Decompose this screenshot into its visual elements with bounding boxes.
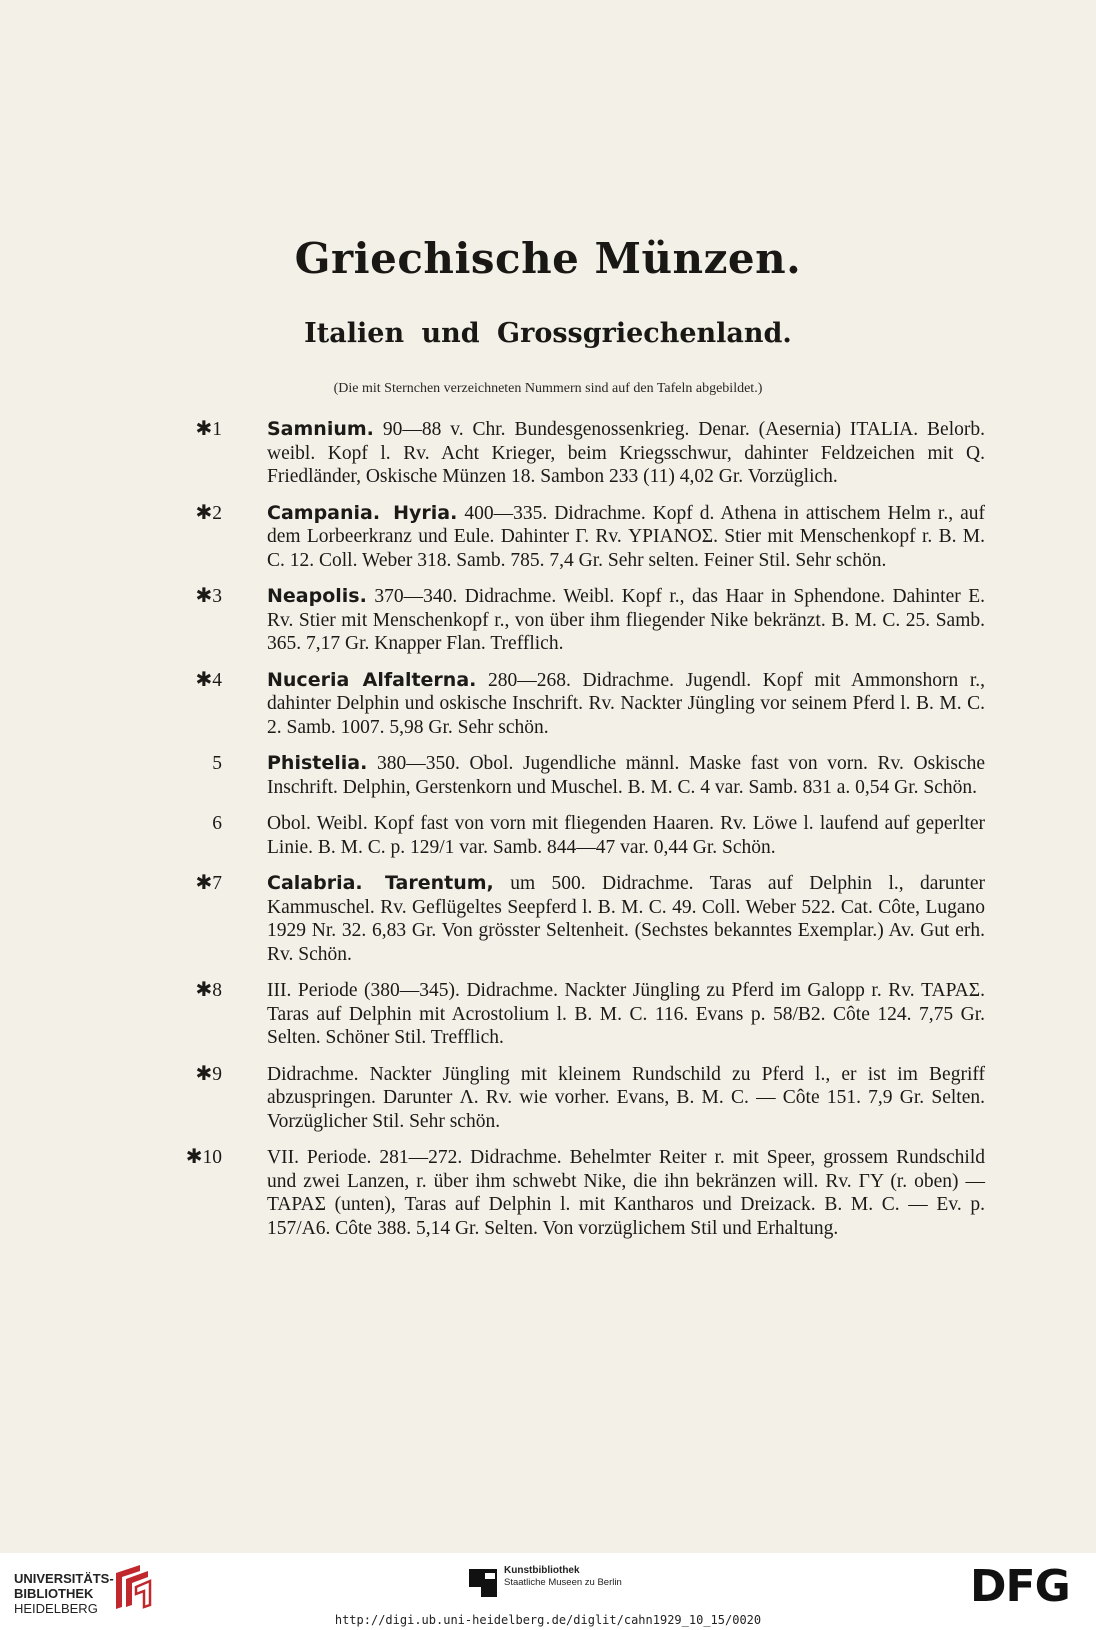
ub-line2: BIBLIOTHEK (14, 1586, 94, 1601)
entry-number (170, 1146, 222, 1170)
catalogue-entry (170, 752, 985, 799)
page-subtitle: Italien und Grossgriechenland. (304, 318, 792, 349)
entry-city: Hyria. (393, 501, 458, 524)
entry-number (170, 669, 222, 693)
entry-number (170, 1063, 222, 1087)
entry-number-value: 3 (212, 586, 222, 607)
entry-description: 90—88 v. Chr. Bundesgenossenkrieg. Denar. (Aesernia) ITALIA. Belorb. weibl. Kopf l. Rv. Acht Krieger, beim Kriegsschwur, dahinter Feldzeichen mit Q. Friedländer, Oskische Münzen 18. Sambon 233 (11) 4,02 Gr. Vorzüglich. (267, 419, 986, 487)
entry-number-value: 2 (212, 502, 222, 524)
kunstbibliothek-text (504, 1565, 622, 1589)
catalogue-entry (170, 669, 985, 740)
entry-number-value: 7 (212, 873, 222, 894)
asterisk-icon: ✱ (195, 1062, 213, 1085)
asterisk-note: (Die mit Sternchen verzeichneten Nummern sind auf den Tafeln abgebildet.) (333, 381, 763, 396)
entry-number-value: 10 (202, 1147, 222, 1168)
dfg-logo[interactable]: DFG (970, 1561, 1070, 1612)
entry-region: Samnium. (267, 418, 374, 440)
permalink-url[interactable]: http://digi.ub.uni-heidelberg.de/diglit/cahn1929_10_15/0020 (334, 1613, 762, 1627)
asterisk-icon: ✱ (195, 418, 213, 440)
catalogue-entry (170, 812, 985, 859)
catalogue-entry (170, 1146, 985, 1240)
entry-number-value: 5 (212, 753, 222, 774)
page-title: Griechische Münzen. (294, 234, 802, 283)
entry-number-value: 8 (212, 980, 222, 1001)
entry-number (170, 979, 222, 1003)
kb-line2: Staatliche Museen zu Berlin (504, 1577, 622, 1588)
catalogue-entry (170, 1063, 985, 1134)
entry-number (170, 752, 222, 776)
entry-description: 280—268. Didrachme. Jugendl. Kopf mit Ammonshorn r., dahinter Delphin und oskische Inschrift. Rv. Nackter Jüngling vor seinem Pferd l. B. M. C. 2. Samb. 1007. 5,98 Gr. Sehr schön. (267, 669, 985, 738)
entry-number-value: 4 (212, 669, 222, 691)
entry-number (170, 502, 222, 526)
asterisk-icon: ✱ (195, 501, 213, 524)
entry-city: Tarentum, (385, 872, 494, 894)
entry-description: 400—335. Didrachme. Kopf d. Athena in attischem Helm r., auf dem Lorbeerkranz und Eule. Dahinter Γ. Rv. ΥΡΙΑΝΟΣ. Stier mit Menschenkopf r. B. M. C. 12. Coll. Weber 318. Samb. 785. 7,4 Gr. Sehr selten. Feiner Stil. Sehr schön. (267, 502, 986, 571)
entry-description: um 500. Didrachme. Taras auf Delphin l., darunter Kammuschel. Rv. Geflügeltes Seepferd l. B. M. C. 49. Coll. Weber 522. Cat. Côte, Lugano 1929 Nr. 32. 6,83 Gr. Von grösster Seltenheit. (Sechstes bekanntes Exemplar.) Av. Gut erh. Rv. Schön. (267, 873, 985, 965)
entry-region: Calabria. (267, 872, 363, 894)
catalogue-entry (170, 502, 985, 573)
catalogue-entry (170, 979, 985, 1050)
asterisk-icon: ✱ (195, 585, 213, 607)
entry-region: Phistelia. (267, 752, 368, 774)
footer-bar (0, 1553, 1096, 1630)
asterisk-icon: ✱ (195, 979, 213, 1001)
catalogue-entry (170, 585, 985, 656)
entry-number-value: 6 (212, 813, 222, 834)
entry-description: 380—350. Obol. Jugendliche männl. Maske fast von vorn. Rv. Oskische Inschrift. Delphin, Gerstenkorn und Muschel. B. M. C. 4 var. Samb. 831 a. 0,54 Gr. Schön. (267, 753, 986, 798)
coin-catalogue (170, 418, 985, 1253)
ub-line3: HEIDELBERG (14, 1601, 98, 1616)
entry-description: VII. Periode. 281—272. Didrachme. Behelmter Reiter r. mit Speer, grossem Rundschild und zwei Lanzen, r. über ihm schwebt Nike, die ihn bekränzen will. Rv. ΓΥ (r. oben) — ΤΑΡΑΣ (unten), Taras auf Delphin l. mit Kantharos und Dreizack. B. M. C. — Ev. p. 157/A6. Côte 388. 5,14 Gr. Selten. Von vorzüglichem Stil und Erhaltung. (267, 1147, 985, 1239)
entry-description: Didrachme. Nackter Jüngling mit kleinem Rundschild zu Pferd l., er ist im Begriff abzuspringen. Darunter Λ. Rv. wie vorher. Evans, B. M. C. — Côte 151. 7,9 Gr. Selten. Vorzüglicher Stil. Sehr schön. (267, 1063, 985, 1132)
entry-number (170, 585, 222, 609)
entry-region: Campania. (267, 501, 381, 524)
catalogue-entry (170, 872, 985, 966)
asterisk-icon: ✱ (185, 1146, 203, 1168)
entry-description: Obol. Weibl. Kopf fast von vorn mit fliegenden Haaren. Rv. Löwe l. laufend auf geperlter Linie. B. M. C. p. 129/1 var. Samb. 844—47 var. 0,44 Gr. Schön. (267, 813, 985, 858)
entry-description: 370—340. Didrachme. Weibl. Kopf r., das Haar in Sphendone. Dahinter E. Rv. Stier mit Menschenkopf r., von über ihm fliegender Nike bekränzt. B. M. C. 25. Samb. 365. 7,17 Gr. Knapper Flan. Trefflich. (267, 586, 986, 654)
entry-number-value: 1 (212, 419, 222, 440)
ub-heidelberg-text[interactable] (14, 1571, 114, 1616)
asterisk-icon: ✱ (195, 872, 213, 894)
entry-number (170, 418, 222, 442)
ub-line1: UNIVERSITÄTS- (14, 1571, 114, 1586)
asterisk-icon: ✱ (195, 668, 213, 691)
kunstbibliothek-logo-icon[interactable] (467, 1567, 499, 1599)
entry-region: Neapolis. (267, 585, 367, 607)
ub-heidelberg-logo-icon[interactable] (110, 1561, 154, 1613)
catalogue-entry (170, 418, 985, 489)
kb-line1: Kunstbibliothek (504, 1565, 580, 1576)
entry-region: Nuceria Alfalterna. (267, 668, 477, 691)
entry-number (170, 812, 222, 836)
entry-description: III. Periode (380—345). Didrachme. Nackter Jüngling zu Pferd im Galopp r. Rv. ΤΑΡΑΣ. Taras auf Delphin mit Acrostolium l. B. M. C. 116. Evans p. 58/B2. Côte 124. 7,75 Gr. Selten. Schöner Stil. Trefflich. (267, 980, 985, 1048)
entry-number (170, 872, 222, 896)
entry-number-value: 9 (212, 1063, 222, 1085)
